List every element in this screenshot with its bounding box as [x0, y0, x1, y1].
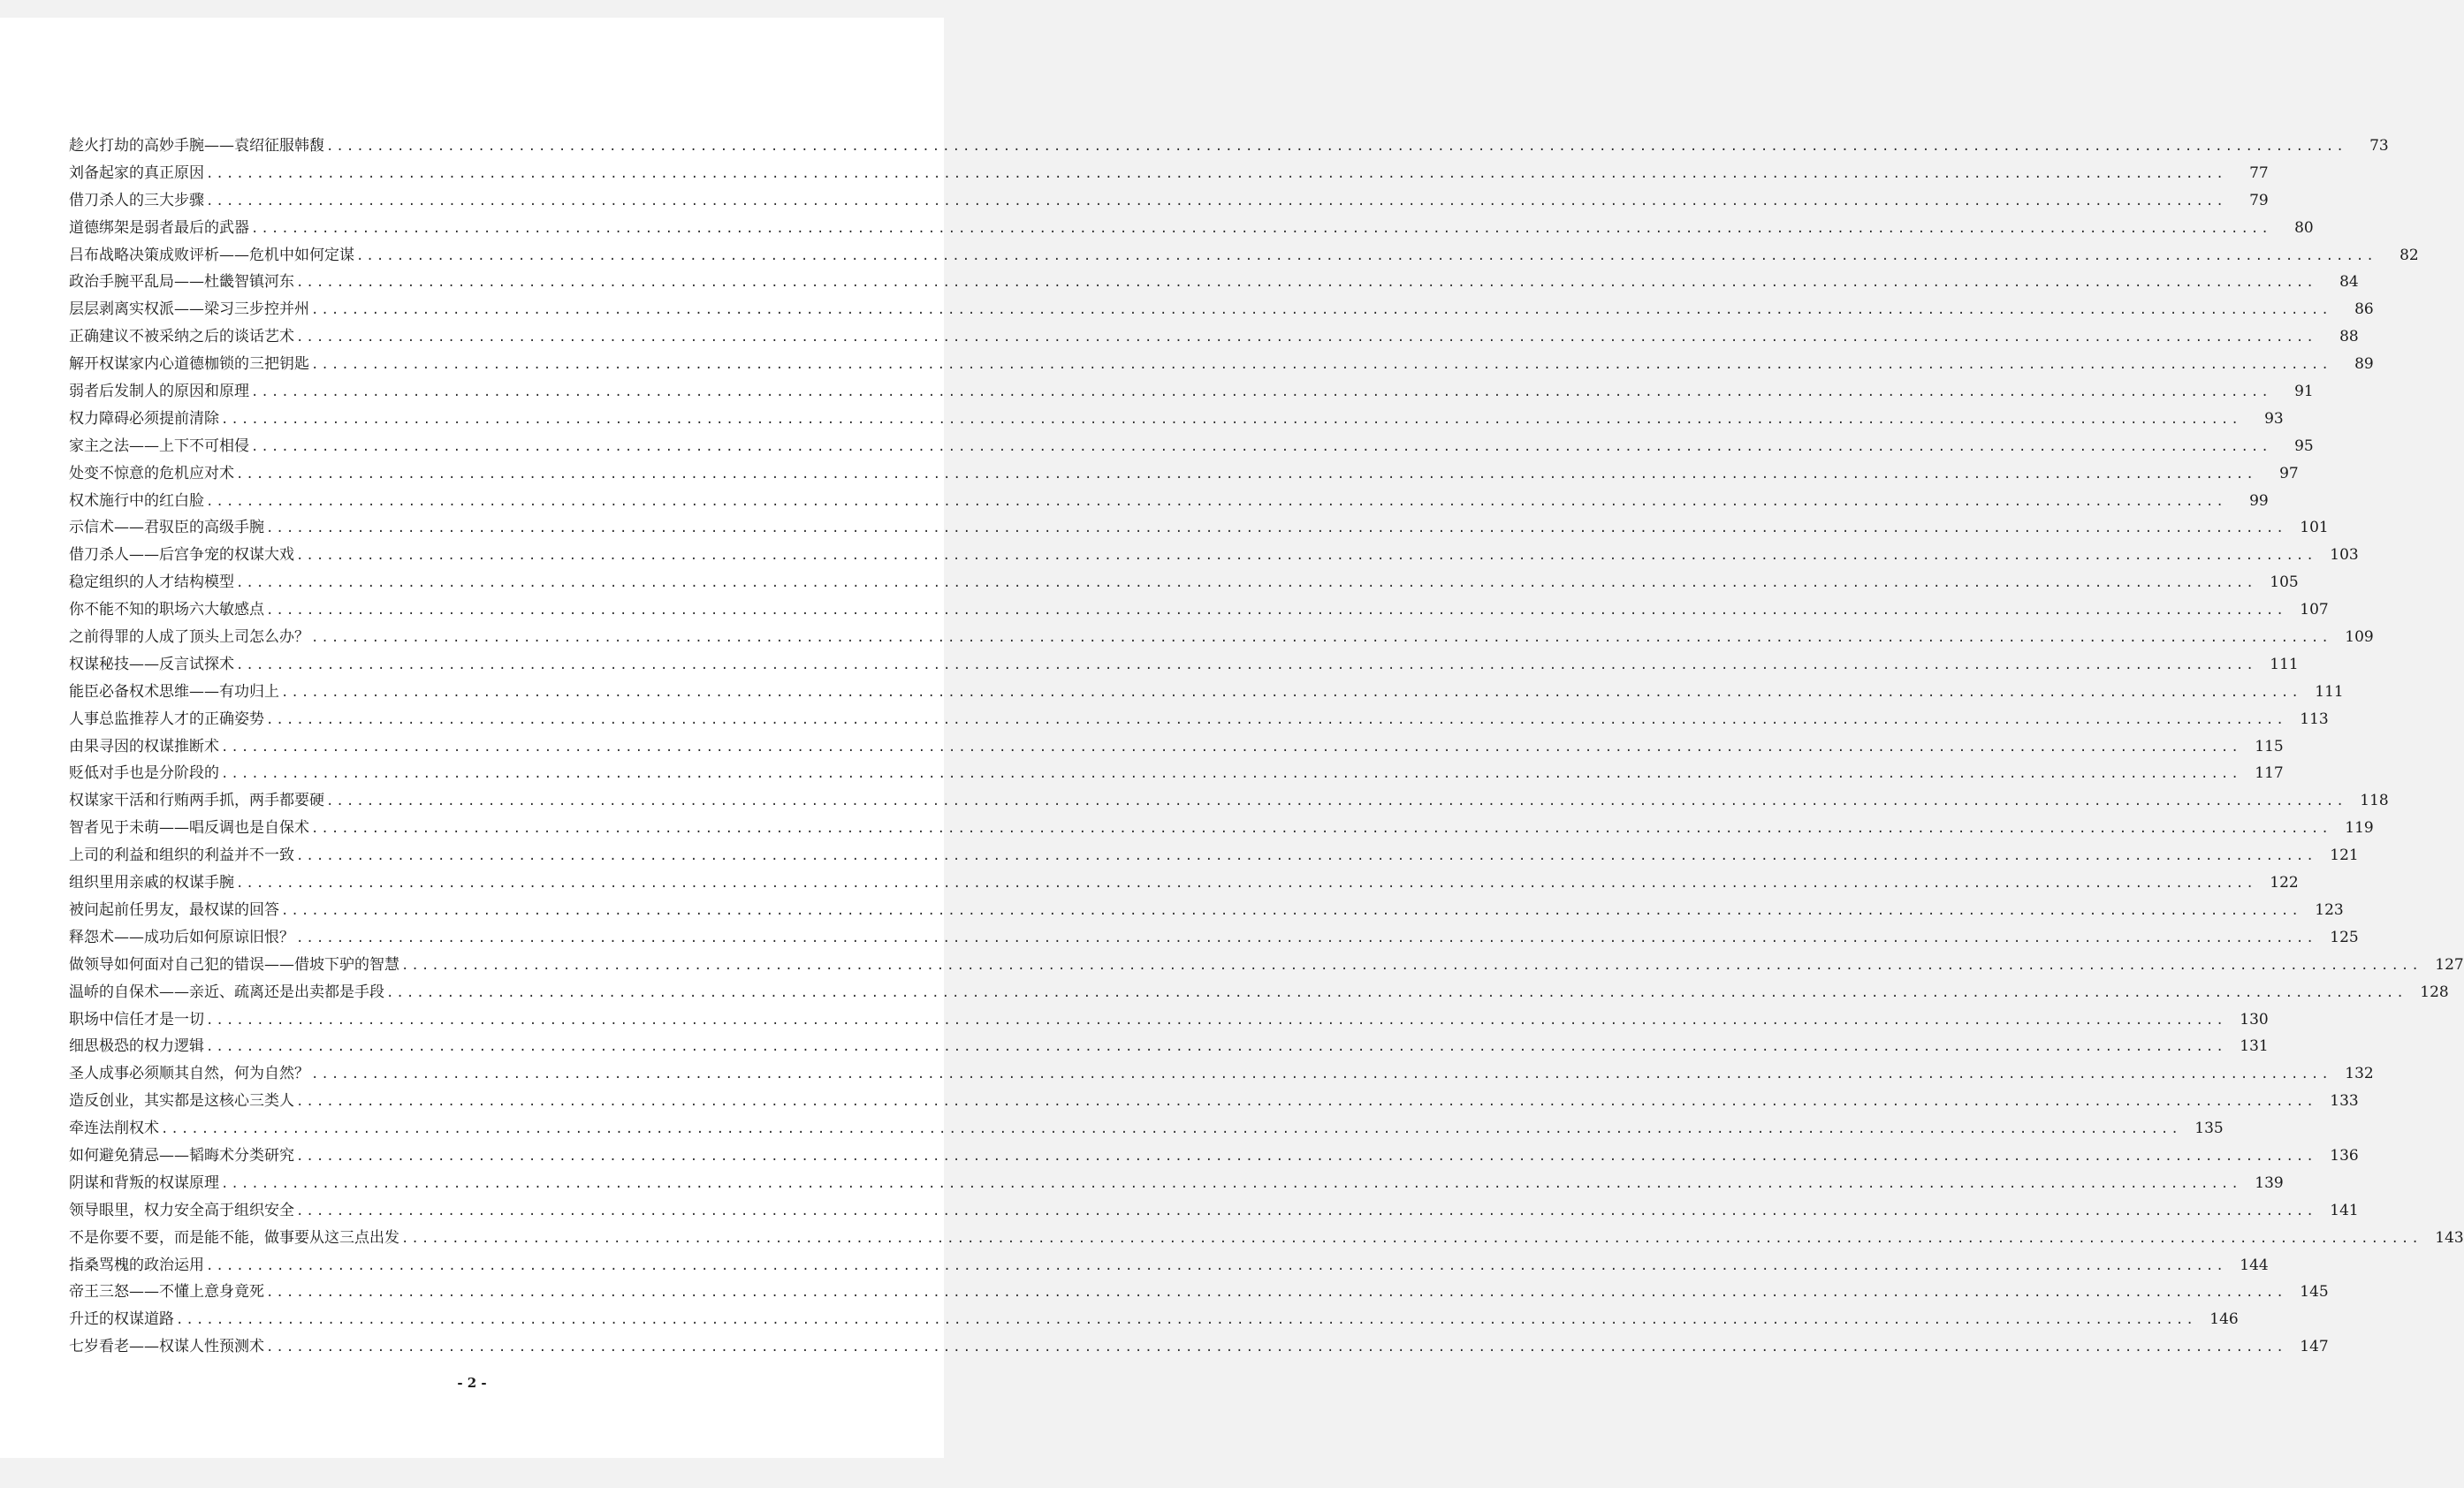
toc-entry-title: 阴谋和背叛的权谋原理 — [69, 1173, 219, 1192]
dot-leader: ........................................................................................................................................................................................................ — [206, 166, 2226, 181]
toc-entry — [69, 160, 2269, 187]
toc-entry-title: 之前得罪的人成了顶头上司怎么办？ — [69, 628, 309, 647]
toc-entry-page: 125 — [2330, 928, 2359, 946]
dot-leader: ........................................................................................................................................................................................................ — [221, 412, 2241, 427]
toc-entry — [69, 1006, 2269, 1034]
toc-entry — [69, 1333, 2329, 1361]
toc-entry-page: 103 — [2330, 546, 2359, 565]
toc-entry-page: 133 — [2330, 1092, 2359, 1111]
toc-entry-page: 128 — [2420, 983, 2449, 1001]
dot-leader: ........................................................................................................................................................................................................ — [251, 221, 2271, 236]
dot-leader: ........................................................................................................................................................................................................ — [251, 439, 2271, 454]
dot-leader: ........................................................................................................................................................................................................ — [296, 276, 2316, 291]
dot-leader: ........................................................................................................................................................................................................ — [266, 712, 2286, 727]
toc-entry-title: 家主之法——上下不可相侵 — [69, 437, 249, 455]
toc-entry — [69, 269, 2359, 296]
toc-entry-page: 139 — [2255, 1173, 2284, 1192]
toc-entry-title: 稳定组织的人才结构模型 — [69, 573, 234, 592]
toc-entry — [69, 924, 2359, 952]
dot-leader: ........................................................................................................................................................................................................ — [311, 358, 2331, 373]
dot-leader: ........................................................................................................................................................................................................ — [161, 1122, 2181, 1137]
toc-entry-title: 刘备起家的真正原因 — [69, 163, 204, 182]
toc-entry-title: 政治手腕平乱局——杜畿智镇河东 — [69, 273, 294, 292]
toc-entry-page: 84 — [2339, 273, 2359, 292]
toc-entry — [69, 1197, 2359, 1225]
toc-entry — [69, 624, 2374, 651]
dot-leader: ........................................................................................................................................................................................................ — [311, 303, 2331, 318]
toc-entry — [69, 869, 2299, 897]
dot-leader: ........................................................................................................................................................................................................ — [281, 685, 2301, 700]
toc-entry-title: 组织里用亲戚的权谋手腕 — [69, 874, 234, 892]
toc-entry-title: 职场中信任才是一切 — [69, 1010, 204, 1029]
dot-leader: ........................................................................................................................................................................................................ — [296, 549, 2316, 564]
toc-entry-title: 由果寻因的权谋推断术 — [69, 737, 219, 755]
toc-entry — [69, 1252, 2269, 1279]
toc-entry-page: 123 — [2315, 900, 2344, 919]
toc-entry — [69, 596, 2329, 624]
toc-entry-title: 示信术——君驭臣的高级手腕 — [69, 519, 264, 537]
toc-entry-page: 119 — [2345, 819, 2374, 838]
dot-leader: ........................................................................................................................................................................................................ — [311, 822, 2331, 837]
toc-entry-page: 131 — [2240, 1037, 2269, 1056]
toc-entry-page: 73 — [2369, 137, 2389, 155]
toc-entry-title: 如何避免猜忌——韬晦术分类研究 — [69, 1146, 294, 1165]
toc-entry-page: 93 — [2264, 409, 2284, 428]
toc-entry — [69, 787, 2389, 815]
dot-leader: ........................................................................................................................................................................................................ — [296, 930, 2316, 945]
dot-leader: ........................................................................................................................................................................................................ — [176, 1313, 2196, 1328]
toc-entry-title: 道德绑架是弱者最后的武器 — [69, 218, 249, 237]
toc-entry — [69, 187, 2269, 215]
dot-leader: ........................................................................................................................................................................................................ — [311, 631, 2331, 646]
toc-entry — [69, 979, 2449, 1006]
toc-entry — [69, 323, 2359, 351]
toc-entry-title: 七岁看老——权谋人性预测术 — [69, 1338, 264, 1356]
toc-entry-page: 109 — [2345, 628, 2374, 647]
toc-entry-page: 97 — [2279, 464, 2299, 482]
dot-leader: ........................................................................................................................................................................................................ — [311, 1067, 2331, 1082]
dot-leader: ........................................................................................................................................................................................................ — [206, 1258, 2226, 1273]
toc-entry — [69, 679, 2344, 706]
toc-entry-page: 117 — [2255, 764, 2284, 783]
toc-entry-page: 121 — [2330, 846, 2359, 865]
document-page — [0, 18, 2464, 1458]
toc-entry-title: 升迁的权谋道路 — [69, 1310, 174, 1329]
dot-leader: ........................................................................................................................................................................................................ — [296, 330, 2316, 345]
dot-leader: ........................................................................................................................................................................................................ — [266, 1340, 2286, 1355]
toc-entry-title: 做领导如何面对自己犯的错误——借坡下驴的智慧 — [69, 955, 399, 974]
toc-entry — [69, 897, 2344, 924]
toc-entry — [69, 733, 2284, 761]
toc-entry — [69, 242, 2419, 270]
toc-entry-title: 你不能不知的职场六大敏感点 — [69, 601, 264, 619]
page-number: - 2 - — [457, 1375, 487, 1391]
toc-entry-page: 99 — [2249, 491, 2269, 510]
dot-leader: ........................................................................................................................................................................................................ — [401, 1231, 2422, 1246]
toc-entry — [69, 1170, 2284, 1197]
toc-entry — [69, 651, 2299, 679]
toc-entry — [69, 1088, 2359, 1115]
toc-entry-title: 权谋家干活和行贿两手抓，两手都要硬 — [69, 792, 324, 810]
dot-leader: ........................................................................................................................................................................................................ — [326, 140, 2346, 154]
dot-leader: ........................................................................................................................................................................................................ — [266, 604, 2286, 619]
toc-entry — [69, 406, 2284, 433]
toc-entry-title: 趁火打劫的高妙手腕——袁绍征服韩馥 — [69, 137, 324, 155]
toc-entry-page: 101 — [2300, 519, 2329, 537]
toc-entry-title: 吕布战略决策成败评析——危机中如何定谋 — [69, 246, 354, 264]
toc-entry-page: 105 — [2270, 573, 2299, 592]
dot-leader: ........................................................................................................................................................................................................ — [296, 1203, 2316, 1218]
toc-entry-title: 正确建议不被采纳之后的谈话艺术 — [69, 328, 294, 346]
dot-leader: ........................................................................................................................................................................................................ — [206, 1040, 2226, 1055]
toc-entry-title: 层层剥离实权派——梁习三步控并州 — [69, 300, 309, 319]
toc-entry — [69, 706, 2329, 733]
toc-entry-title: 借刀杀人——后宫争宠的权谋大戏 — [69, 546, 294, 565]
toc-entry — [69, 842, 2359, 869]
toc-entry-title: 智者见于未萌——唱反调也是自保术 — [69, 819, 309, 838]
toc-entry — [69, 514, 2329, 542]
dot-leader: ........................................................................................................................................................................................................ — [266, 521, 2286, 536]
toc-entry — [69, 296, 2374, 323]
dot-leader: ........................................................................................................................................................................................................ — [326, 794, 2346, 809]
toc-entry-title: 细思极恐的权力逻辑 — [69, 1037, 204, 1056]
toc-entry-page: 80 — [2294, 218, 2314, 237]
dot-leader: ........................................................................................................................................................................................................ — [356, 248, 2377, 263]
toc-entry-page: 132 — [2345, 1065, 2374, 1083]
toc-entry-page: 127 — [2435, 955, 2464, 974]
dot-leader: ........................................................................................................................................................................................................ — [296, 1149, 2316, 1164]
toc-entry — [69, 815, 2374, 842]
toc-entry-page: 111 — [2270, 655, 2299, 673]
dot-leader: ........................................................................................................................................................................................................ — [221, 767, 2241, 782]
toc-entry-title: 解开权谋家内心道德枷锁的三把钥匙 — [69, 355, 309, 374]
toc-entry — [69, 351, 2374, 378]
toc-entry — [69, 1143, 2359, 1170]
dot-leader: ........................................................................................................................................................................................................ — [236, 467, 2256, 482]
toc-entry — [69, 488, 2269, 515]
table-of-contents — [69, 133, 2464, 1361]
toc-entry — [69, 378, 2314, 406]
toc-entry-page: 86 — [2354, 300, 2374, 319]
dot-leader: ........................................................................................................................................................................................................ — [296, 1095, 2316, 1110]
dot-leader: ........................................................................................................................................................................................................ — [401, 958, 2422, 973]
toc-entry — [69, 1279, 2329, 1306]
dot-leader: ........................................................................................................................................................................................................ — [221, 1176, 2241, 1191]
toc-entry — [69, 1225, 2464, 1252]
toc-entry-title: 上司的利益和组织的利益并不一致 — [69, 846, 294, 865]
toc-entry-title: 权术施行中的红白脸 — [69, 491, 204, 510]
toc-entry — [69, 460, 2299, 488]
dot-leader: ........................................................................................................................................................................................................ — [236, 576, 2256, 591]
toc-entry — [69, 433, 2314, 460]
toc-entry — [69, 215, 2314, 242]
toc-entry-title: 帝王三怒——不懂上意身竟死 — [69, 1283, 264, 1302]
toc-entry-page: 88 — [2339, 328, 2359, 346]
dot-leader: ........................................................................................................................................................................................................ — [236, 657, 2256, 672]
toc-entry-title: 释怨术——成功后如何原谅旧恨？ — [69, 928, 294, 946]
dot-leader: ........................................................................................................................................................................................................ — [206, 194, 2226, 209]
toc-entry-page: 91 — [2294, 383, 2314, 401]
toc-entry-title: 权力障碍必须提前清除 — [69, 409, 219, 428]
toc-entry-page: 118 — [2360, 792, 2389, 810]
dot-leader: ........................................................................................................................................................................................................ — [266, 1286, 2286, 1301]
toc-entry — [69, 952, 2464, 979]
toc-entry-title: 不是你要不要，而是能不能，做事要从这三点出发 — [69, 1228, 399, 1247]
toc-entry-page: 130 — [2240, 1010, 2269, 1029]
toc-entry-title: 权谋秘技——反言试探术 — [69, 655, 234, 673]
toc-entry-title: 贬低对手也是分阶段的 — [69, 764, 219, 783]
toc-entry-page: 95 — [2294, 437, 2314, 455]
toc-entry-page: 143 — [2435, 1228, 2464, 1247]
toc-entry — [69, 133, 2389, 160]
toc-entry-page: 145 — [2300, 1283, 2329, 1302]
toc-entry-page: 107 — [2300, 601, 2329, 619]
toc-entry — [69, 760, 2284, 787]
dot-leader: ........................................................................................................................................................................................................ — [206, 1013, 2226, 1028]
dot-leader: ........................................................................................................................................................................................................ — [236, 877, 2256, 892]
toc-entry-page: 111 — [2315, 682, 2344, 701]
dot-leader: ........................................................................................................................................................................................................ — [296, 849, 2316, 864]
dot-leader: ........................................................................................................................................................................................................ — [281, 903, 2301, 918]
dot-leader: ........................................................................................................................................................................................................ — [251, 385, 2271, 400]
toc-entry-page: 113 — [2300, 710, 2329, 728]
toc-entry-title: 指桑骂槐的政治运用 — [69, 1256, 204, 1274]
dot-leader: ........................................................................................................................................................................................................ — [386, 985, 2407, 1000]
toc-entry — [69, 1060, 2374, 1088]
toc-entry-page: 136 — [2330, 1146, 2359, 1165]
toc-entry-title: 温峤的自保术——亲近、疏离还是出卖都是手段 — [69, 983, 384, 1001]
toc-entry-title: 人事总监推荐人才的正确姿势 — [69, 710, 264, 728]
toc-entry — [69, 1306, 2239, 1333]
toc-entry-page: 147 — [2300, 1338, 2329, 1356]
toc-entry-title: 被问起前任男友，最权谋的回答 — [69, 900, 279, 919]
dot-leader: ........................................................................................................................................................................................................ — [221, 740, 2241, 755]
toc-entry-title: 弱者后发制人的原因和原理 — [69, 383, 249, 401]
toc-entry-page: 135 — [2194, 1120, 2224, 1138]
toc-entry-title: 处变不惊意的危机应对术 — [69, 464, 234, 482]
dot-leader: ........................................................................................................................................................................................................ — [206, 494, 2226, 509]
toc-entry-page: 82 — [2399, 246, 2419, 264]
toc-entry-page: 122 — [2270, 874, 2299, 892]
toc-entry — [69, 1115, 2224, 1143]
toc-entry-page: 79 — [2249, 191, 2269, 209]
toc-entry-title: 圣人成事必须顺其自然，何为自然？ — [69, 1065, 309, 1083]
toc-entry-page: 146 — [2209, 1310, 2239, 1329]
toc-entry-page: 144 — [2240, 1256, 2269, 1274]
toc-entry-page: 115 — [2255, 737, 2284, 755]
toc-entry-page: 77 — [2249, 163, 2269, 182]
toc-entry-page: 141 — [2330, 1201, 2359, 1219]
toc-entry-title: 借刀杀人的三大步骤 — [69, 191, 204, 209]
toc-entry — [69, 542, 2359, 569]
toc-entry-title: 能臣必备权术思维——有功归上 — [69, 682, 279, 701]
toc-entry-title: 牵连法削权术 — [69, 1120, 159, 1138]
toc-entry — [69, 569, 2299, 596]
toc-entry-title: 造反创业，其实都是这核心三类人 — [69, 1092, 294, 1111]
toc-entry-title: 领导眼里，权力安全高于组织安全 — [69, 1201, 294, 1219]
toc-entry-page: 89 — [2354, 355, 2374, 374]
toc-entry — [69, 1033, 2269, 1060]
